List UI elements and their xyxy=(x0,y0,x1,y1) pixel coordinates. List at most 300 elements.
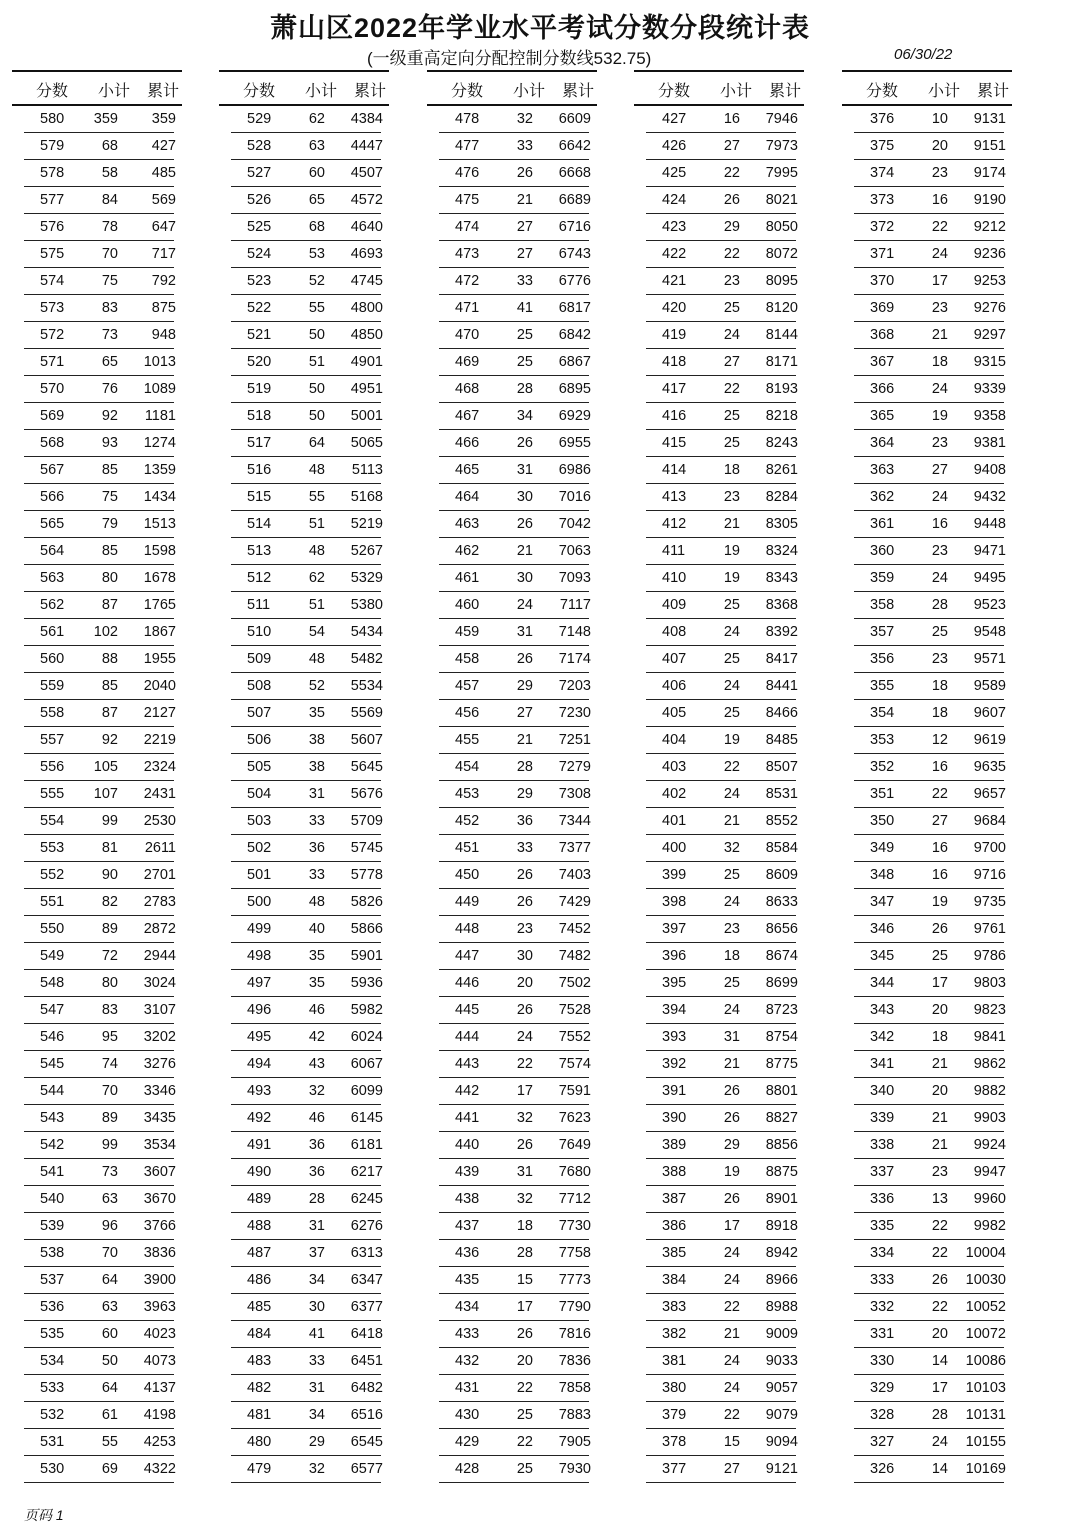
subtotal-cell: 83 xyxy=(101,1002,118,1018)
subtotal-cell: 26 xyxy=(516,516,533,532)
table-row xyxy=(439,1078,589,1105)
table-row xyxy=(646,295,796,322)
cumulative-cell: 9448 xyxy=(973,516,1006,532)
score-cell: 574 xyxy=(40,273,65,289)
score-cell: 401 xyxy=(662,813,687,829)
cumulative-cell: 9607 xyxy=(973,705,1006,721)
table-row xyxy=(231,835,381,862)
subtotal-cell: 18 xyxy=(931,678,948,694)
cumulative-cell: 6313 xyxy=(350,1245,383,1261)
table-row xyxy=(646,214,796,241)
cumulative-cell: 6689 xyxy=(558,192,591,208)
subtotal-cell: 21 xyxy=(516,543,533,559)
score-cell: 485 xyxy=(247,1299,272,1315)
table-row xyxy=(24,376,174,403)
cumulative-cell: 7308 xyxy=(558,786,591,802)
table-row xyxy=(439,295,589,322)
table-row xyxy=(646,322,796,349)
score-cell: 492 xyxy=(247,1110,272,1126)
table-row xyxy=(439,241,589,268)
table-row xyxy=(646,997,796,1024)
table-row xyxy=(231,1402,381,1429)
table-row xyxy=(646,1348,796,1375)
subtotal-cell: 23 xyxy=(723,273,740,289)
cumulative-cell: 6776 xyxy=(558,273,591,289)
table-row xyxy=(854,133,1004,160)
cumulative-cell: 8875 xyxy=(765,1164,798,1180)
cumulative-cell: 9079 xyxy=(765,1407,798,1423)
score-cell: 465 xyxy=(455,462,480,478)
subtotal-cell: 26 xyxy=(723,192,740,208)
table-row xyxy=(439,457,589,484)
table-row xyxy=(231,1024,381,1051)
cumulative-cell: 9716 xyxy=(973,867,1006,883)
table-row xyxy=(231,673,381,700)
table-row xyxy=(646,1105,796,1132)
table-row xyxy=(854,457,1004,484)
table-row xyxy=(24,1375,174,1402)
subtotal-cell: 107 xyxy=(93,786,118,802)
subtotal-cell: 24 xyxy=(723,786,740,802)
cumulative-cell: 5826 xyxy=(350,894,383,910)
score-cell: 410 xyxy=(662,570,687,586)
subtotal-cell: 18 xyxy=(723,462,740,478)
score-cell: 446 xyxy=(455,975,480,991)
cumulative-cell: 8284 xyxy=(765,489,798,505)
score-cell: 369 xyxy=(870,300,895,316)
cumulative-cell: 9236 xyxy=(973,246,1006,262)
subtotal-cell: 25 xyxy=(516,327,533,343)
score-cell: 571 xyxy=(40,354,65,370)
score-cell: 379 xyxy=(662,1407,687,1423)
cumulative-cell: 10169 xyxy=(965,1461,1006,1477)
cumulative-cell: 6817 xyxy=(558,300,591,316)
subtotal-cell: 19 xyxy=(931,894,948,910)
score-cell: 326 xyxy=(870,1461,895,1477)
cumulative-cell: 8144 xyxy=(765,327,798,343)
subtotal-cell: 24 xyxy=(931,570,948,586)
header-subtotal: 小计 xyxy=(513,83,546,100)
table-row xyxy=(646,160,796,187)
table-row xyxy=(24,214,174,241)
subtotal-cell: 43 xyxy=(308,1056,325,1072)
cumulative-cell: 3670 xyxy=(143,1191,176,1207)
table-row xyxy=(646,511,796,538)
cumulative-cell: 3534 xyxy=(143,1137,176,1153)
table-row xyxy=(231,1159,381,1186)
cumulative-cell: 3963 xyxy=(143,1299,176,1315)
subtotal-cell: 17 xyxy=(516,1083,533,1099)
score-cell: 529 xyxy=(247,111,272,127)
score-cell: 471 xyxy=(455,300,480,316)
cumulative-cell: 2127 xyxy=(143,705,176,721)
cumulative-cell: 8633 xyxy=(765,894,798,910)
score-cell: 392 xyxy=(662,1056,687,1072)
score-cell: 514 xyxy=(247,516,272,532)
cumulative-cell: 8674 xyxy=(765,948,798,964)
subtotal-cell: 25 xyxy=(516,1407,533,1423)
table-row xyxy=(24,619,174,646)
table-row xyxy=(646,727,796,754)
score-cell: 357 xyxy=(870,624,895,640)
cumulative-cell: 6955 xyxy=(558,435,591,451)
subtotal-cell: 23 xyxy=(931,435,948,451)
score-cell: 454 xyxy=(455,759,480,775)
cumulative-cell: 4850 xyxy=(350,327,383,343)
cumulative-cell: 717 xyxy=(151,246,176,262)
cumulative-cell: 8072 xyxy=(765,246,798,262)
score-cell: 332 xyxy=(870,1299,895,1315)
table-row xyxy=(231,727,381,754)
score-cell: 462 xyxy=(455,543,480,559)
score-cell: 396 xyxy=(662,948,687,964)
table-row xyxy=(24,700,174,727)
score-cell: 522 xyxy=(247,300,272,316)
subtotal-cell: 20 xyxy=(931,138,948,154)
table-row xyxy=(231,1456,381,1483)
table-row xyxy=(439,970,589,997)
subtotal-cell: 61 xyxy=(101,1407,118,1423)
table-row xyxy=(24,997,174,1024)
cumulative-cell: 9471 xyxy=(973,543,1006,559)
subtotal-cell: 29 xyxy=(723,219,740,235)
subtotal-cell: 75 xyxy=(101,489,118,505)
score-cell: 385 xyxy=(662,1245,687,1261)
table-row xyxy=(439,1267,589,1294)
table-row xyxy=(646,1429,796,1456)
cumulative-cell: 7973 xyxy=(765,138,798,154)
subtotal-cell: 26 xyxy=(516,894,533,910)
score-cell: 421 xyxy=(662,273,687,289)
subtotal-cell: 24 xyxy=(723,1002,740,1018)
score-cell: 472 xyxy=(455,273,480,289)
header-subtotal: 小计 xyxy=(305,83,338,100)
table-row xyxy=(439,1105,589,1132)
score-cell: 350 xyxy=(870,813,895,829)
subtotal-cell: 24 xyxy=(723,1245,740,1261)
table-row xyxy=(646,808,796,835)
table-row xyxy=(439,727,589,754)
table-row xyxy=(439,160,589,187)
table-row xyxy=(24,1186,174,1213)
score-cell: 470 xyxy=(455,327,480,343)
score-cell: 551 xyxy=(40,894,65,910)
subtotal-cell: 18 xyxy=(931,354,948,370)
table-row xyxy=(24,322,174,349)
table-row xyxy=(854,1078,1004,1105)
table-row xyxy=(439,484,589,511)
subtotal-cell: 68 xyxy=(308,219,325,235)
subtotal-cell: 21 xyxy=(931,1137,948,1153)
score-cell: 560 xyxy=(40,651,65,667)
cumulative-cell: 8368 xyxy=(765,597,798,613)
cumulative-cell: 9315 xyxy=(973,354,1006,370)
subtotal-cell: 25 xyxy=(516,1461,533,1477)
table-header xyxy=(427,70,597,106)
cumulative-cell: 5982 xyxy=(350,1002,383,1018)
score-cell: 505 xyxy=(247,759,272,775)
subtotal-cell: 63 xyxy=(101,1191,118,1207)
score-cell: 479 xyxy=(247,1461,272,1477)
cumulative-cell: 9862 xyxy=(973,1056,1006,1072)
cumulative-cell: 4800 xyxy=(350,300,383,316)
cumulative-cell: 9823 xyxy=(973,1002,1006,1018)
score-cell: 343 xyxy=(870,1002,895,1018)
table-row xyxy=(439,619,589,646)
score-cell: 418 xyxy=(662,354,687,370)
cumulative-cell: 7016 xyxy=(558,489,591,505)
cumulative-cell: 1013 xyxy=(143,354,176,370)
cumulative-cell: 9432 xyxy=(973,489,1006,505)
table-row xyxy=(24,727,174,754)
table-row xyxy=(439,1051,589,1078)
score-cell: 339 xyxy=(870,1110,895,1126)
table-row xyxy=(231,1321,381,1348)
subtotal-cell: 32 xyxy=(516,111,533,127)
score-cell: 378 xyxy=(662,1434,687,1450)
subtotal-cell: 80 xyxy=(101,975,118,991)
score-cell: 476 xyxy=(455,165,480,181)
cumulative-cell: 7429 xyxy=(558,894,591,910)
cumulative-cell: 6377 xyxy=(350,1299,383,1315)
cumulative-cell: 7712 xyxy=(558,1191,591,1207)
score-cell: 447 xyxy=(455,948,480,964)
subtotal-cell: 48 xyxy=(308,894,325,910)
table-row xyxy=(24,106,174,133)
subtotal-cell: 23 xyxy=(931,1164,948,1180)
score-cell: 463 xyxy=(455,516,480,532)
cumulative-cell: 3107 xyxy=(143,1002,176,1018)
table-row xyxy=(854,1429,1004,1456)
cumulative-cell: 8656 xyxy=(765,921,798,937)
score-cell: 356 xyxy=(870,651,895,667)
score-cell: 402 xyxy=(662,786,687,802)
cumulative-cell: 10030 xyxy=(965,1272,1006,1288)
subtotal-cell: 21 xyxy=(723,1326,740,1342)
score-cell: 416 xyxy=(662,408,687,424)
subtotal-cell: 23 xyxy=(516,921,533,937)
score-cell: 371 xyxy=(870,246,895,262)
subtotal-cell: 70 xyxy=(101,1245,118,1261)
score-cell: 516 xyxy=(247,462,272,478)
score-cell: 341 xyxy=(870,1056,895,1072)
table-row xyxy=(854,1132,1004,1159)
cumulative-cell: 6418 xyxy=(350,1326,383,1342)
score-cell: 389 xyxy=(662,1137,687,1153)
score-cell: 404 xyxy=(662,732,687,748)
score-cell: 370 xyxy=(870,273,895,289)
score-cell: 495 xyxy=(247,1029,272,1045)
subtotal-cell: 21 xyxy=(516,732,533,748)
score-cell: 580 xyxy=(40,111,65,127)
score-cell: 541 xyxy=(40,1164,65,1180)
subtotal-cell: 23 xyxy=(931,165,948,181)
score-cell: 473 xyxy=(455,246,480,262)
cumulative-cell: 9548 xyxy=(973,624,1006,640)
subtotal-cell: 85 xyxy=(101,543,118,559)
table-row xyxy=(24,646,174,673)
cumulative-cell: 7591 xyxy=(558,1083,591,1099)
table-row xyxy=(854,430,1004,457)
score-cell: 558 xyxy=(40,705,65,721)
cumulative-cell: 9882 xyxy=(973,1083,1006,1099)
cumulative-cell: 8193 xyxy=(765,381,798,397)
subtotal-cell: 82 xyxy=(101,894,118,910)
score-cell: 540 xyxy=(40,1191,65,1207)
cumulative-cell: 5607 xyxy=(350,732,383,748)
table-row xyxy=(646,1186,796,1213)
cumulative-cell: 7680 xyxy=(558,1164,591,1180)
score-cell: 346 xyxy=(870,921,895,937)
table-row xyxy=(646,1321,796,1348)
score-cell: 507 xyxy=(247,705,272,721)
table-row xyxy=(439,1375,589,1402)
score-cell: 545 xyxy=(40,1056,65,1072)
subtotal-cell: 50 xyxy=(308,408,325,424)
subtotal-cell: 99 xyxy=(101,813,118,829)
table-row xyxy=(439,889,589,916)
table-row xyxy=(231,1267,381,1294)
cumulative-cell: 5709 xyxy=(350,813,383,829)
subtotal-cell: 88 xyxy=(101,651,118,667)
cumulative-cell: 4745 xyxy=(350,273,383,289)
score-cell: 523 xyxy=(247,273,272,289)
subtotal-cell: 30 xyxy=(516,570,533,586)
score-cell: 393 xyxy=(662,1029,687,1045)
table-header xyxy=(219,70,389,106)
score-cell: 394 xyxy=(662,1002,687,1018)
table-row xyxy=(854,646,1004,673)
cumulative-cell: 8584 xyxy=(765,840,798,856)
cumulative-cell: 6451 xyxy=(350,1353,383,1369)
subtotal-cell: 28 xyxy=(516,759,533,775)
table-row xyxy=(646,133,796,160)
table-row xyxy=(439,1159,589,1186)
table-row xyxy=(439,916,589,943)
table-row xyxy=(24,1078,174,1105)
header-score: 分数 xyxy=(658,83,691,100)
subtotal-cell: 53 xyxy=(308,246,325,262)
cumulative-cell: 2872 xyxy=(143,921,176,937)
subtotal-cell: 16 xyxy=(931,759,948,775)
table-row xyxy=(231,916,381,943)
subtotal-cell: 36 xyxy=(308,1164,325,1180)
score-cell: 573 xyxy=(40,300,65,316)
score-cell: 496 xyxy=(247,1002,272,1018)
cumulative-cell: 6067 xyxy=(350,1056,383,1072)
table-row xyxy=(439,106,589,133)
cumulative-cell: 9982 xyxy=(973,1218,1006,1234)
table-row xyxy=(646,1375,796,1402)
cumulative-cell: 792 xyxy=(151,273,176,289)
cumulative-cell: 7042 xyxy=(558,516,591,532)
cumulative-cell: 1867 xyxy=(143,624,176,640)
cumulative-cell: 7251 xyxy=(558,732,591,748)
subtotal-cell: 24 xyxy=(723,678,740,694)
score-cell: 450 xyxy=(455,867,480,883)
subtotal-cell: 10 xyxy=(931,111,948,127)
score-cell: 428 xyxy=(455,1461,480,1477)
cumulative-cell: 9841 xyxy=(973,1029,1006,1045)
table-row xyxy=(231,1294,381,1321)
subtotal-cell: 17 xyxy=(516,1299,533,1315)
subtotal-cell: 36 xyxy=(308,1137,325,1153)
table-row xyxy=(231,808,381,835)
header-score: 分数 xyxy=(451,83,484,100)
table-row xyxy=(24,511,174,538)
score-cell: 459 xyxy=(455,624,480,640)
table-row xyxy=(231,862,381,889)
table-row xyxy=(439,1240,589,1267)
table-row xyxy=(24,835,174,862)
table-row xyxy=(439,187,589,214)
cumulative-cell: 6217 xyxy=(350,1164,383,1180)
subtotal-cell: 31 xyxy=(516,1164,533,1180)
cumulative-cell: 7148 xyxy=(558,624,591,640)
score-cell: 365 xyxy=(870,408,895,424)
table-row xyxy=(854,862,1004,889)
subtotal-cell: 87 xyxy=(101,705,118,721)
table-row xyxy=(439,538,589,565)
header-subtotal: 小计 xyxy=(928,83,961,100)
subtotal-cell: 27 xyxy=(516,705,533,721)
table-row xyxy=(854,484,1004,511)
score-cell: 403 xyxy=(662,759,687,775)
table-row xyxy=(24,349,174,376)
cumulative-cell: 9903 xyxy=(973,1110,1006,1126)
cumulative-cell: 1598 xyxy=(143,543,176,559)
subtotal-cell: 22 xyxy=(931,1245,948,1261)
table-row xyxy=(439,511,589,538)
score-cell: 554 xyxy=(40,813,65,829)
score-cell: 502 xyxy=(247,840,272,856)
score-cell: 376 xyxy=(870,111,895,127)
cumulative-cell: 9523 xyxy=(973,597,1006,613)
subtotal-cell: 99 xyxy=(101,1137,118,1153)
score-cell: 430 xyxy=(455,1407,480,1423)
table-row xyxy=(231,754,381,781)
cumulative-cell: 9009 xyxy=(765,1326,798,1342)
subtotal-cell: 68 xyxy=(101,138,118,154)
subtotal-cell: 22 xyxy=(516,1380,533,1396)
cumulative-cell: 5168 xyxy=(350,489,383,505)
score-cell: 436 xyxy=(455,1245,480,1261)
subtotal-cell: 85 xyxy=(101,678,118,694)
subtotal-cell: 26 xyxy=(516,1002,533,1018)
subtotal-cell: 33 xyxy=(308,1353,325,1369)
cumulative-cell: 7883 xyxy=(558,1407,591,1423)
cumulative-cell: 1089 xyxy=(143,381,176,397)
score-cell: 561 xyxy=(40,624,65,640)
table-row xyxy=(854,1321,1004,1348)
score-cell: 433 xyxy=(455,1326,480,1342)
subtotal-cell: 17 xyxy=(723,1218,740,1234)
cumulative-cell: 5065 xyxy=(350,435,383,451)
subtotal-cell: 359 xyxy=(93,111,118,127)
cumulative-cell: 6867 xyxy=(558,354,591,370)
score-cell: 441 xyxy=(455,1110,480,1126)
subtotal-cell: 25 xyxy=(931,948,948,964)
cumulative-cell: 7946 xyxy=(765,111,798,127)
table-row xyxy=(439,1348,589,1375)
score-cell: 443 xyxy=(455,1056,480,1072)
table-row xyxy=(231,106,381,133)
table-row xyxy=(231,295,381,322)
table-row xyxy=(231,781,381,808)
table-row xyxy=(24,1240,174,1267)
table-row xyxy=(646,403,796,430)
cumulative-cell: 8417 xyxy=(765,651,798,667)
